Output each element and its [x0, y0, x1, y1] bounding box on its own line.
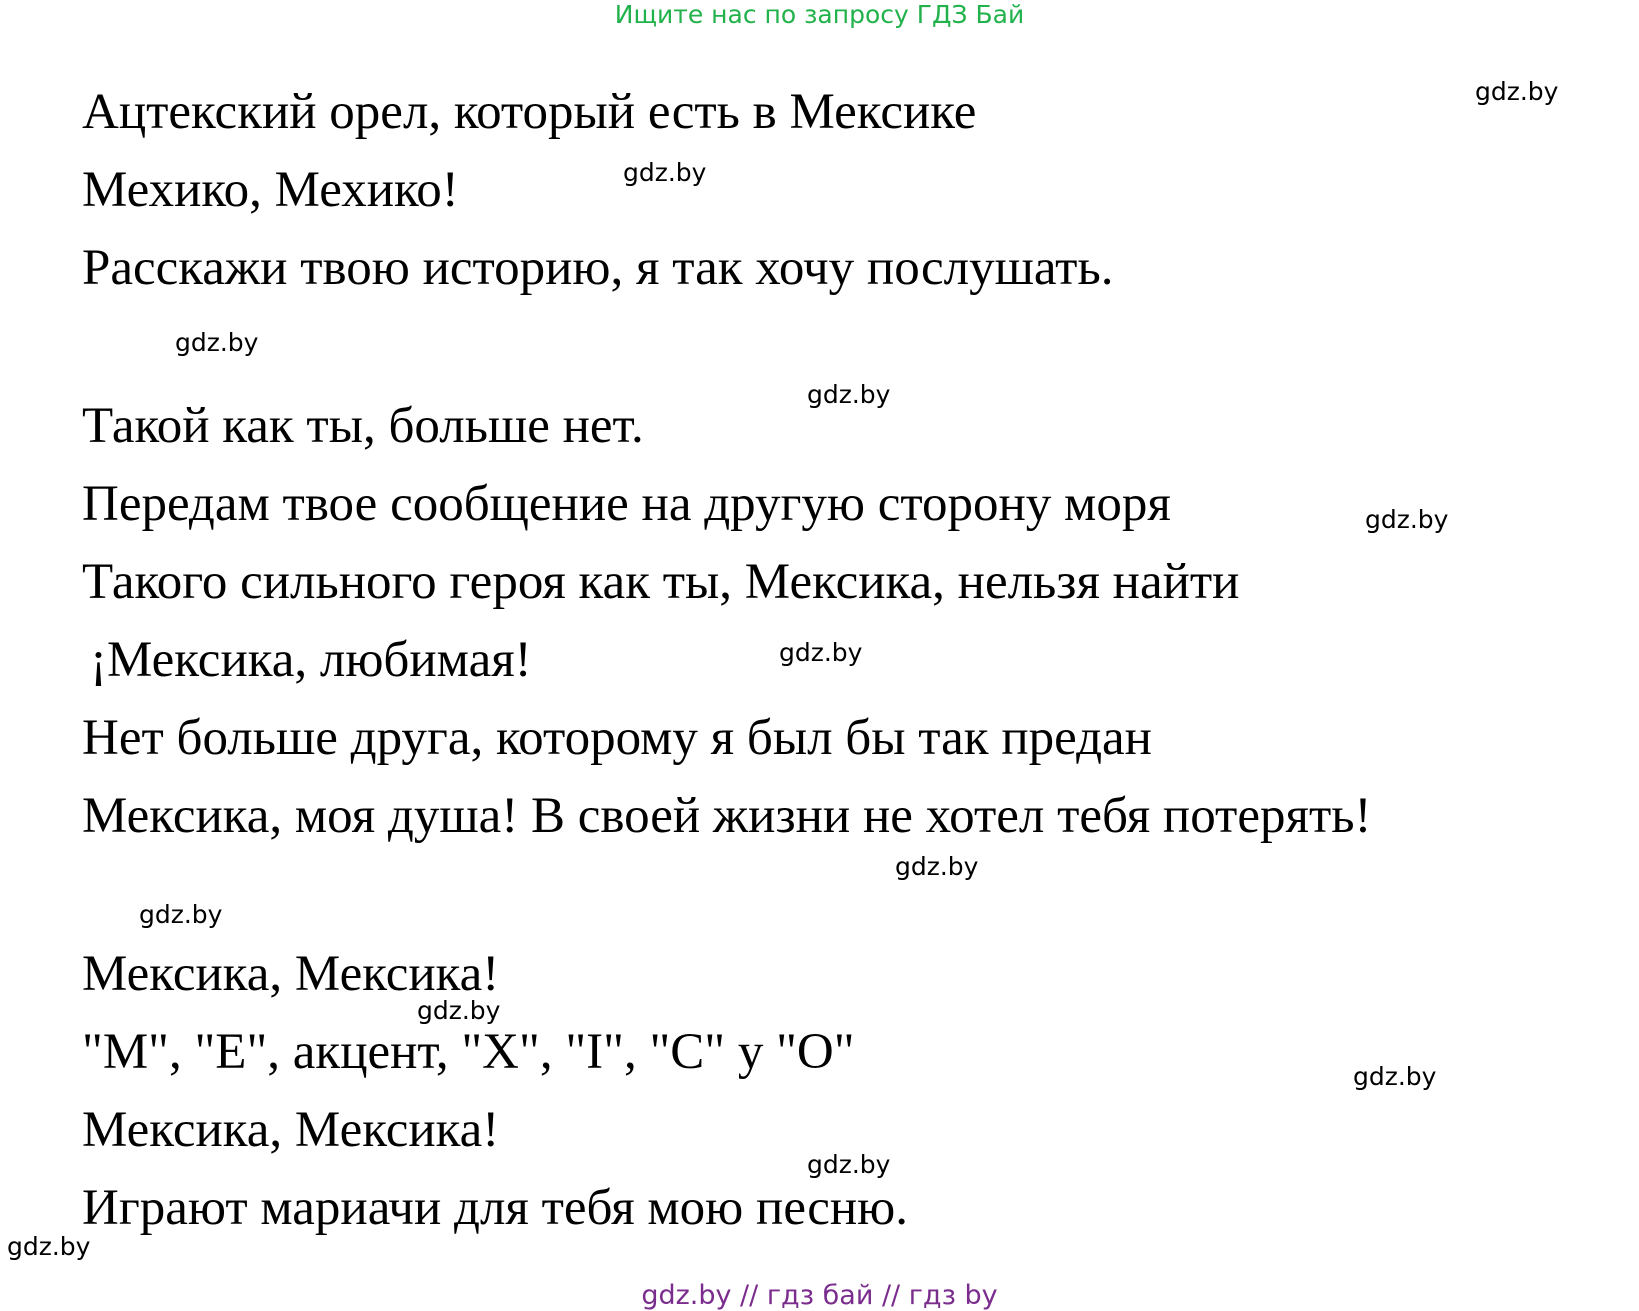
search-hint: Ищите нас по запросу ГДЗ Бай [614, 0, 1025, 29]
watermark: gdz.by [175, 328, 259, 357]
lyric-line: Мехико, Мехико! [82, 162, 459, 218]
watermark: gdz.by [807, 380, 891, 409]
watermark: gdz.by [7, 1232, 91, 1261]
lyric-line: Передам твое сообщение на другую сторону моря [82, 476, 1171, 532]
lyric-line: Играют мариачи для тебя мою песню. [82, 1180, 909, 1236]
watermark: gdz.by [779, 638, 863, 667]
lyric-line: Ацтекский орел, который есть в Мексике [82, 84, 977, 140]
watermark: gdz.by [1475, 77, 1559, 106]
lyric-line: "M", "E", акцент, "X", "I", "C" y "O" [82, 1024, 855, 1080]
watermark: gdz.by [623, 158, 707, 187]
watermark: gdz.by [139, 900, 223, 929]
lyric-line: ¡Мексика, любимая! [90, 632, 532, 688]
watermark: gdz.by [1353, 1062, 1437, 1091]
lyric-line: Такого сильного героя как ты, Мексика, нельзя найти [82, 554, 1240, 610]
lyric-line: Нет больше друга, которому я был бы так предан [82, 710, 1152, 766]
lyric-line: Мексика, Мексика! [82, 1102, 500, 1158]
lyric-line: Мексика, Мексика! [82, 946, 500, 1002]
lyric-line: Расскажи твою историю, я так хочу послушать. [82, 240, 1114, 296]
watermark: gdz.by [807, 1150, 891, 1179]
footer-links: gdz.by // гдз бай // гдз by [641, 1280, 998, 1311]
watermark: gdz.by [895, 852, 979, 881]
watermark: gdz.by [1365, 505, 1449, 534]
lyric-line: Такой как ты, больше нет. [82, 398, 644, 454]
watermark: gdz.by [417, 996, 501, 1025]
lyric-line: Мексика, моя душа! В своей жизни не хотел тебя потерять! [82, 788, 1372, 844]
